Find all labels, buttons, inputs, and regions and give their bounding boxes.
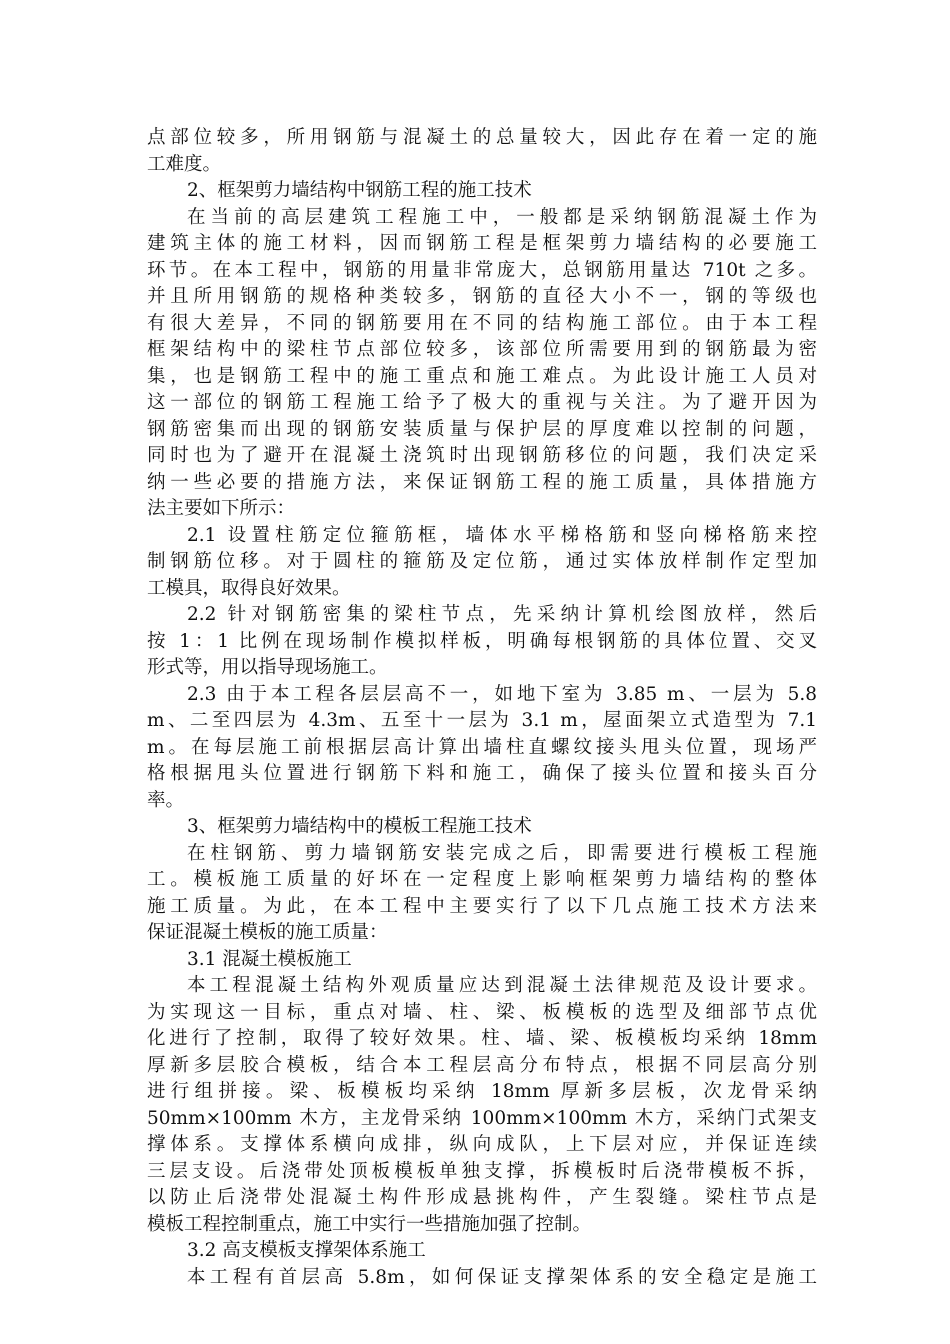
text-line: 框架结构中的梁柱节点部位较多，该部位所需要用到的钢筋最为密	[147, 339, 817, 360]
text-line: 制钢筋位移。对于圆柱的箍筋及定位筋，通过实体放样制作定型加	[147, 551, 817, 572]
text-line: 按 1：1 比例在现场制作模拟样板，明确每根钢筋的具体位置、交叉	[147, 630, 817, 652]
text-line: 2.3 由于本工程各层层高不一，如地下室为 3.85 m、一层为 5.8	[187, 683, 817, 705]
text-line: m、二至四层为 4.3m、五至十一层为 3.1 m，屋面架立式造型为 7.1	[147, 710, 817, 731]
text-line: 纳一些必要的措施方法，来保证钢筋工程的施工质量，具体措施方	[147, 471, 817, 493]
text-line: 2.1 设置柱筋定位箍筋框，墙体水平梯格筋和竖向梯格筋来控	[187, 524, 817, 546]
text-line: 同时也为了避开在混凝土浇筑时出现钢筋移位的问题，我们决定采	[147, 445, 817, 466]
text-line: 并且所用钢筋的规格种类较多，钢筋的直径大小不一，钢的等级也	[147, 286, 817, 307]
text-line: 2.2 针对钢筋密集的梁柱节点，先采纳计算机绘图放样，然后	[187, 604, 817, 625]
text-line: 模板工程控制重点，施工中实行一些措施加强了控制。	[147, 1213, 592, 1235]
text-line: 环节。在本工程中，钢筋的用量非常庞大，总钢筋用量达 710t 之多。	[147, 259, 817, 281]
text-line: 化进行了控制，取得了较好效果。柱、墙、梁、板模板均采纳 18mm	[147, 1028, 817, 1049]
text-line: 保证混凝土模板的施工质量：	[147, 922, 388, 943]
text-line: 在柱钢筋、剪力墙钢筋安装完成之后，即需要进行模板工程施	[187, 842, 817, 864]
text-line: 在当前的高层建筑工程施工中，一般都是采纳钢筋混凝土作为	[187, 206, 817, 228]
text-line: 建筑主体的施工材料，因而钢筋工程是框架剪力墙结构的必要施工	[147, 233, 817, 254]
document-body	[147, 125, 817, 1291]
text-line: 3.2 高支模板支撑架体系施工	[187, 1240, 426, 1261]
text-line: 率。	[147, 789, 185, 811]
text-line: 为实现这一目标，重点对墙、柱、梁、板模板的选型及细部节点优	[147, 1001, 817, 1023]
text-line: 有很大差异，不同的钢筋要用在不同的结构施工部位。由于本工程	[147, 312, 817, 334]
text-line: 3.1 混凝土模板施工	[187, 948, 352, 970]
text-line: 50mm×100mm 木方，主龙骨采纳 100mm×100mm 木方，采纳门式架支	[147, 1107, 817, 1129]
text-line: 工。模板施工质量的好坏在一定程度上影响框架剪力墙结构的整体	[147, 869, 817, 890]
text-line: 进行组拼接。梁、板模板均采纳 18mm 厚新多层板，次龙骨采纳	[147, 1081, 817, 1102]
text-line: 本工程有首层高 5.8m，如何保证支撑架体系的安全稳定是施工	[187, 1266, 817, 1288]
text-line: 2、框架剪力墙结构中钢筋工程的施工技术	[187, 180, 532, 201]
text-line: 工难度。	[147, 153, 222, 175]
text-line: 撑体系。支撑体系横向成排，纵向成队，上下层对应，并保证连续	[147, 1134, 817, 1155]
text-line: 厚新多层胶合模板，结合本工程层高分布特点，根据不同层高分别	[147, 1054, 817, 1076]
text-line: 3、框架剪力墙结构中的模板工程施工技术	[187, 816, 532, 837]
text-line: 格根据甩头位置进行钢筋下料和施工，确保了接头位置和接头百分	[147, 763, 817, 784]
text-line: 施工质量。为此，在本工程中主要实行了以下几点施工技术方法来	[147, 895, 817, 917]
text-line: 法主要如下所示：	[147, 498, 296, 519]
text-line: 形式等，用以指导现场施工。	[147, 657, 388, 678]
text-line: m。在每层施工前根据层高计算出墙柱直螺纹接头甩头位置，现场严	[147, 736, 817, 758]
text-line: 工模具，取得良好效果。	[147, 577, 351, 599]
text-line: 三层支设。后浇带处顶板模板单独支撑，拆模板时后浇带模板不拆，	[147, 1160, 817, 1182]
text-line: 集，也是钢筋工程中的施工重点和施工难点。为此设计施工人员对	[147, 365, 817, 387]
text-line: 这一部位的钢筋工程施工给予了极大的重视与关注。为了避开因为	[147, 392, 817, 413]
text-line: 点部位较多，所用钢筋与混凝土的总量较大，因此存在着一定的施	[147, 127, 817, 148]
text-line: 本工程混凝土结构外观质量应达到混凝土法律规范及设计要求。	[187, 975, 817, 996]
text-line: 以防止后浇带处混凝土构件形成悬挑构件，产生裂缝。梁柱节点是	[147, 1187, 817, 1208]
text-line: 钢筋密集而出现的钢筋安装质量与保护层的厚度难以控制的问题，	[147, 418, 817, 440]
